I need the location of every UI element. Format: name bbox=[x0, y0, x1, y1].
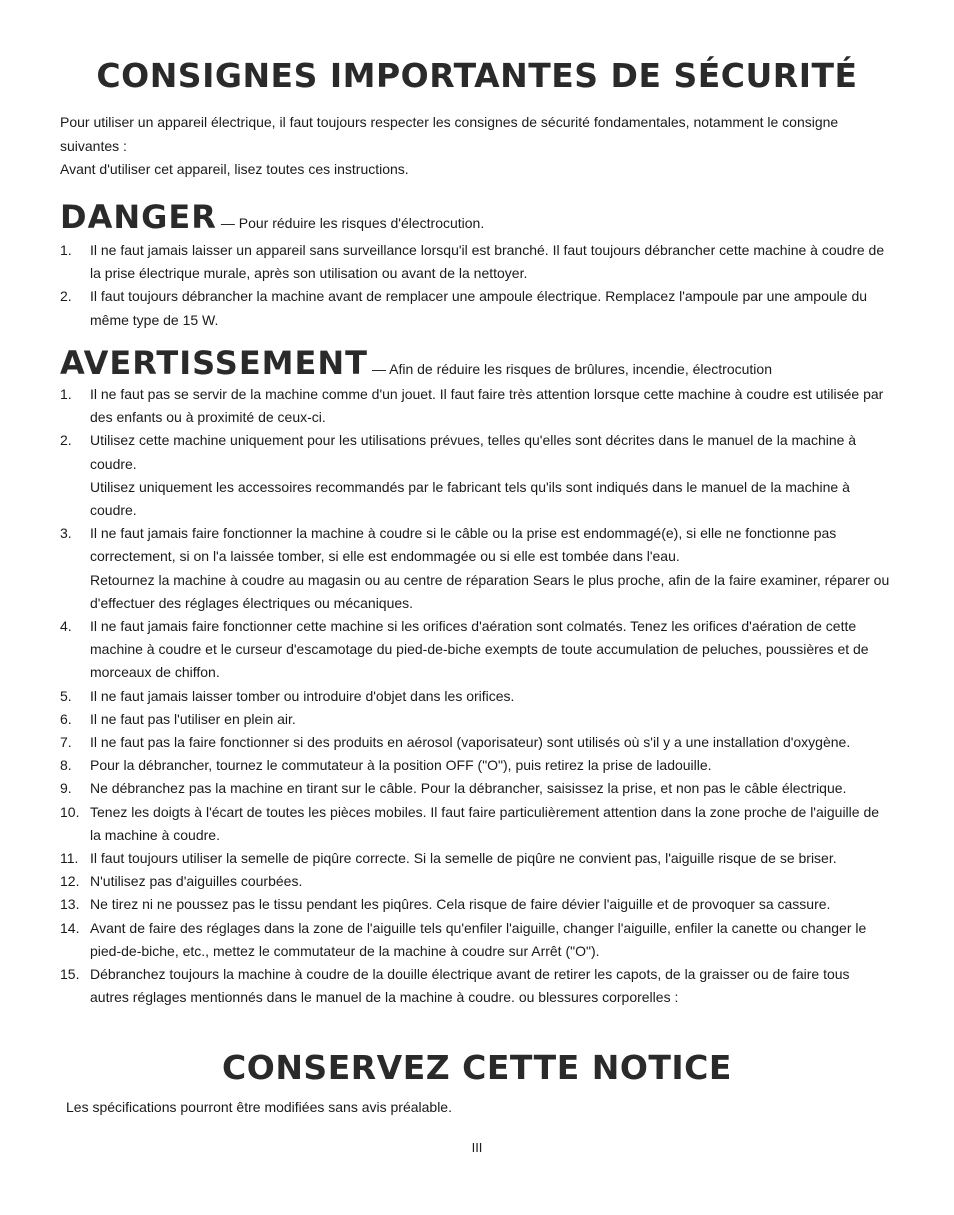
page-title: CONSIGNES IMPORTANTES DE SÉCURITÉ bbox=[96, 56, 858, 95]
list-item-text: Ne tirez ni ne poussez pas le tissu pendant les piqûres. Cela risque de faire dévier l'aiguille et de provoquer sa cassure. bbox=[90, 896, 831, 913]
list-item-number: 1. bbox=[60, 386, 72, 402]
list-item-number: 15. bbox=[60, 966, 80, 983]
list-item bbox=[60, 754, 892, 777]
list-item-text: Pour la débrancher, tournez le commutateur à la position OFF ("O"), puis retirez la prise de ladouille. bbox=[90, 757, 712, 774]
list-item-text: N'utilisez pas d'aiguilles courbées. bbox=[90, 873, 303, 890]
list-item-number: 14. bbox=[60, 919, 80, 936]
list-item bbox=[60, 383, 892, 429]
save-notice-title: CONSERVEZ CETTE NOTICE bbox=[222, 1048, 732, 1087]
list-item-text: Il faut toujours débrancher la machine avant de remplacer une ampoule électrique. Remplacez l'ampoule par une ampoule du même type de 15 W. bbox=[90, 288, 868, 328]
list-item-number: 7. bbox=[60, 734, 72, 751]
list-item bbox=[60, 615, 892, 685]
list-item bbox=[60, 285, 892, 331]
list-item bbox=[60, 708, 892, 731]
list-item-number: 9. bbox=[60, 780, 72, 797]
list-item bbox=[60, 685, 892, 708]
list-item bbox=[60, 893, 892, 916]
list-item bbox=[60, 847, 892, 870]
list-item-number: 6. bbox=[60, 710, 72, 727]
list-item-number: 12. bbox=[60, 873, 80, 890]
intro-line-2: Avant d'utiliser cet appareil, lisez toutes ces instructions. bbox=[60, 161, 409, 177]
danger-heading bbox=[60, 198, 484, 236]
danger-heading-word: DANGER bbox=[60, 198, 217, 236]
list-item-text: Il ne faut jamais laisser tomber ou introduire d'objet dans les orifices. bbox=[90, 687, 515, 704]
list-item-number: 2. bbox=[60, 432, 72, 449]
list-item bbox=[60, 917, 892, 963]
list-item bbox=[60, 429, 892, 522]
list-item bbox=[60, 777, 892, 800]
warning-heading-subtitle: — Afin de réduire les risques de brûlures, incendie, électrocution bbox=[371, 361, 772, 377]
list-item-number: 5. bbox=[60, 687, 72, 704]
list-item bbox=[60, 239, 892, 285]
footnote: Les spécifications pourront être modifiées sans avis préalable. bbox=[66, 1099, 452, 1115]
list-item-text: Utilisez uniquement les accessoires recommandés par le fabricant tels qu'ils sont indiqués dans le manuel de la machine à coudre. bbox=[90, 478, 850, 519]
list-item-text: Débranchez toujours la machine à coudre de la douille électrique avant de retirer les capots, de la graisser ou de faire tous autres réglages mentionnés dans le manuel de la machine à coudre. ou blessures corporelles : bbox=[90, 966, 850, 1006]
list-item-text: Il ne faut pas l'utiliser en plein air. bbox=[90, 710, 296, 727]
list-item-text: Il ne faut pas la faire fonctionner si des produits en aérosol (vaporisateur) sont utilisés où s'il y a une installation d'oxygène. bbox=[90, 734, 851, 751]
warning-heading bbox=[60, 344, 772, 382]
list-item bbox=[60, 870, 892, 893]
list-item-number: 1. bbox=[60, 242, 72, 258]
list-item-number: 8. bbox=[60, 757, 72, 774]
list-item-number: 10. bbox=[60, 803, 80, 820]
list-item-text: Il ne faut jamais faire fonctionner la machine à coudre si le câble ou la prise est endommagé(e), si elle ne fonctionne pas correctement, si on l'a laissée tomber, si elle est endommagée ou si elle est tombée dans l'eau. bbox=[90, 525, 837, 565]
danger-list bbox=[60, 239, 892, 332]
list-item-text: Ne débranchez pas la machine en tirant sur le câble. Pour la débrancher, saisissez la prise, et non pas le câble électrique. bbox=[90, 780, 847, 797]
list-item-number: 4. bbox=[60, 618, 72, 635]
list-item-text: Utilisez cette machine uniquement pour les utilisations prévues, telles qu'elles sont décrites dans le manuel de la machine à coudre. bbox=[90, 432, 857, 472]
warning-list bbox=[60, 383, 892, 1009]
list-item-text: Il ne faut pas se servir de la machine comme d'un jouet. Il faut faire très attention lorsque cette machine à coudre est utilisée par des enfants ou à proximité de ceux-ci. bbox=[90, 386, 884, 426]
list-item-text: Il faut toujours utiliser la semelle de piqûre correcte. Si la semelle de piqûre ne convient pas, l'aiguille risque de se briser. bbox=[90, 850, 837, 867]
list-item-text: Tenez les doigts à l'écart de toutes les pièces mobiles. Il faut faire particulièrement attention dans la zone proche de l'aiguille de la machine à coudre. bbox=[90, 803, 880, 843]
list-item-text: Il ne faut jamais faire fonctionner cette machine si les orifices d'aération sont colmatés. Tenez les orifices d'aération de cette machine à coudre et le curseur d'escamotage du pied-de-biche exempts de toute accumulation de peluches, poussières et de morceaux de chiffon. bbox=[90, 618, 869, 681]
list-item bbox=[60, 801, 892, 847]
list-item bbox=[60, 522, 892, 615]
danger-heading-subtitle: — Pour réduire les risques d'électrocution. bbox=[220, 215, 485, 231]
list-item bbox=[60, 963, 892, 1009]
warning-heading-word: AVERTISSEMENT bbox=[60, 344, 368, 382]
page-number: III bbox=[471, 1140, 483, 1155]
list-item-number: 13. bbox=[60, 896, 80, 913]
list-item-number: 2. bbox=[60, 288, 72, 305]
list-item bbox=[60, 731, 892, 754]
list-item-text: Retournez la machine à coudre au magasin ou au centre de réparation Sears le plus proche, afin de la faire examiner, réparer ou d'effectuer des réglages électriques ou mécaniques. bbox=[90, 571, 890, 611]
list-item-number: 11. bbox=[60, 850, 79, 867]
list-item-text: Avant de faire des réglages dans la zone de l'aiguille tels qu'enfiler l'aiguille, changer l'aiguille, enfiler la canette ou changer le pied-de-biche, etc., mettez le commutateur de la machine à coudre sur Arrêt ("O"). bbox=[90, 919, 867, 959]
intro-text bbox=[60, 111, 900, 182]
list-item-number: 3. bbox=[60, 525, 72, 542]
intro-line-1: Pour utiliser un appareil électrique, il faut toujours respecter les consignes de sécurité fondamentales, notamment le consigne suivantes : bbox=[60, 114, 839, 154]
list-item-text: Il ne faut jamais laisser un appareil sans surveillance lorsqu'il est branché. Il faut toujours débrancher cette machine à coudre de la prise électrique murale, après son utilisation ou avant de la nettoyer. bbox=[90, 242, 885, 282]
